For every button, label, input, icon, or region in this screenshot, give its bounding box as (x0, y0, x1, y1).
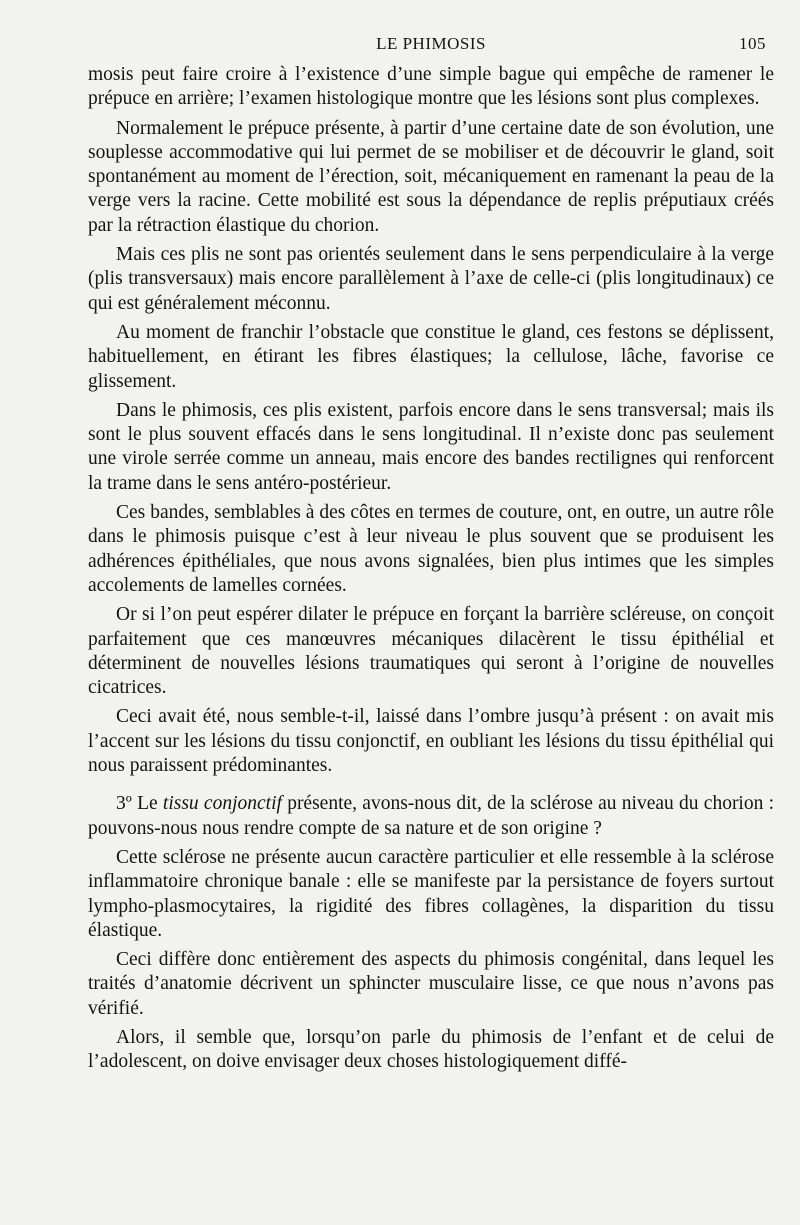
body-text (88, 63, 774, 1080)
paragraph: Dans le phimosis, ces plis existent, parfois encore dans le sens transversal; mais ils sont le plus souvent effacés dans le sens longitudinal. Il n’existe donc pas seulement une virole serrée comme un anneau, mais encore des bandes rectilignes qui renforcent la trame dans le sens antéro-postérieur. (88, 399, 774, 494)
section-number: 3º (116, 793, 132, 815)
running-header (88, 34, 774, 58)
paragraph: Ceci diffère donc entièrement des aspects du phimosis congénital, dans lequel les traités d’anatomie décrivent un sphincter musculaire lisse, ce que nous n’avons pas vérifié. (88, 949, 774, 1019)
running-title: LE PHIMOSIS (376, 34, 486, 53)
paragraph: Ces bandes, semblables à des côtes en termes de couture, ont, en outre, un autre rôle dans le phimosis puisque c’est à leur niveau le plus souvent que se produisent les adhérences épithéliales, que nous avons signalées, bien plus intimes que les simples accolements de lamelles cornées. (88, 502, 774, 596)
paragraph: Or si l’on peut espérer dilater le prépuce en forçant la barrière scléreuse, on conçoit parfaitement que ces manœuvres mécaniques dilacèrent le tissu épithélial et déterminent de nouvelles lésions traumatiques qui seront à l’origine de nouvelles cicatrices. (88, 604, 774, 699)
paragraph: Ceci avait été, nous semble-t-il, laissé dans l’ombre jusqu’à présent : on avait mis l’accent sur les lésions du tissu conjonctif, en oubliant les lésions du tissu épithélial qui nous paraissent prédominantes. (88, 706, 774, 777)
paragraph: Normalement le prépuce présente, à partir d’une certaine date de son évolution, une souplesse accommodative qui lui permet de se mobiliser et de découvrir le gland, soit spontanément au moment de l’érection, soit, mécaniquement en ramenant la peau de la verge vers la racine. Cette mobilité est sous la dépendance de replis préputiaux créés par la rétraction élastique du chorion. (88, 117, 774, 236)
paragraph: mosis peut faire croire à l’existence d’une simple bague qui empêche de ramener le prépuce en arrière; l’examen histologique montre que les lésions sont plus complexes. (88, 64, 774, 110)
paragraph: Alors, il semble que, lorsqu’on parle du phimosis de l’enfant et de celui de l’adolescent, on doive envisager deux choses histologiquement diffé- (88, 1026, 774, 1073)
section-term: tissu conjonctif (162, 793, 282, 815)
section-3-paragraph (88, 792, 774, 841)
paragraph: Au moment de franchir l’obstacle que constitue le gland, ces festons se déplissent, habituellement, en étirant les fibres élastiques; la cellulose, lâche, favorise ce glissement. (88, 321, 774, 392)
paragraph: Mais ces plis ne sont pas orientés seulement dans le sens perpendiculaire à la verge (plis transversaux) mais encore parallèlement à l’axe de celle-ci (plis longitudinaux) ce qui est généralement méconnu. (88, 244, 774, 314)
page-number: 105 (739, 34, 766, 53)
paragraph: Cette sclérose ne présente aucun caractère particulier et elle ressemble à la sclérose inflammatoire chronique banale : elle se manifeste par la persistance de foyers surtout lympho-plasmocytaires, la rigidité des fibres collagènes, la disparition du tissu élastique. (88, 846, 774, 941)
section-text: présente, avons-nous dit, de la sclérose au niveau du chorion : pouvons-nous nous rendre compte de sa nature et de son origine ? (88, 793, 775, 839)
section-article: Le (137, 793, 158, 815)
